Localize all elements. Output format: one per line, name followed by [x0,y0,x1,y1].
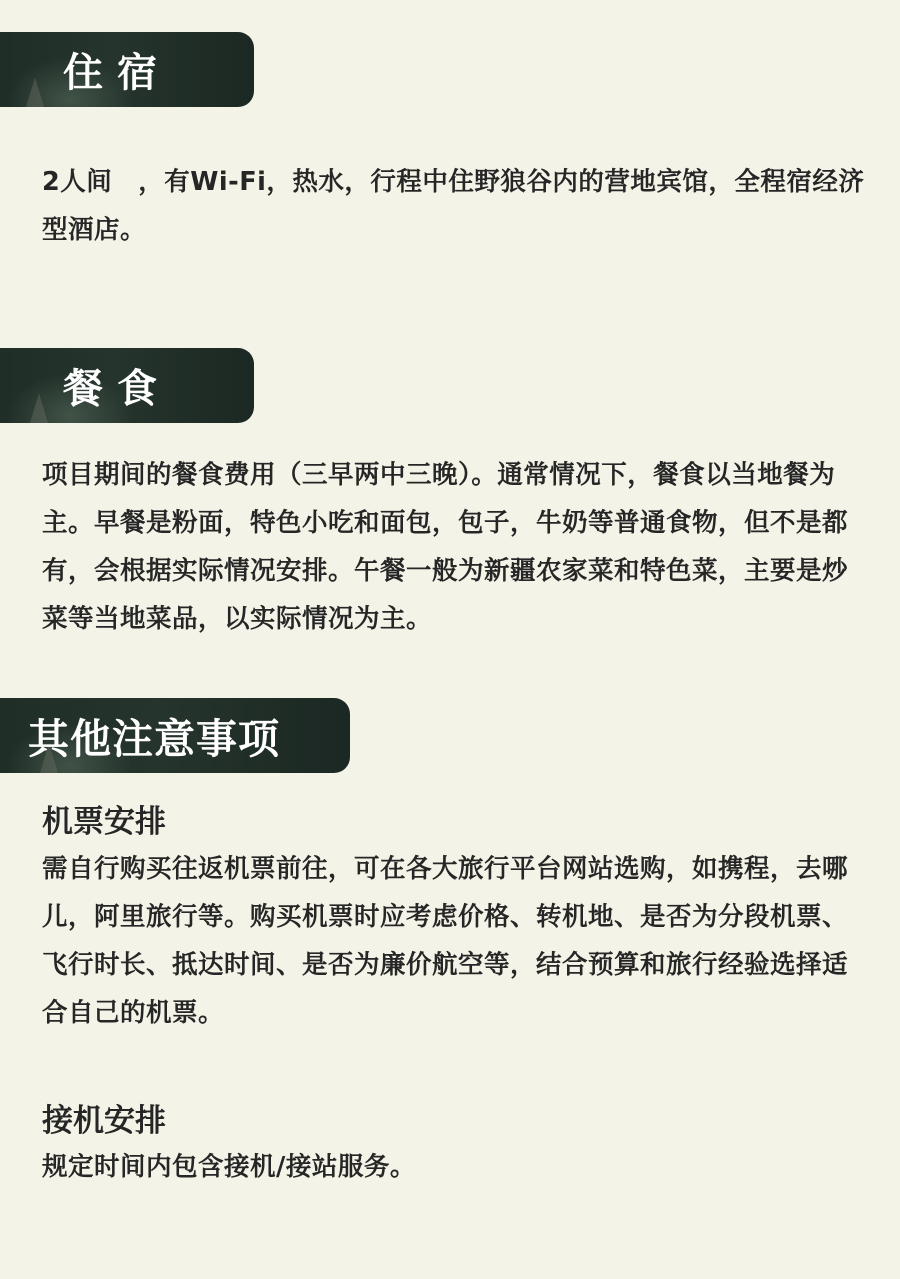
meals-description: 项目期间的餐食费用（三早两中三晚）。通常情况下，餐食以当地餐为主。早餐是粉面，特色小吃和面包，包子，牛奶等普通食物，但不是都有，会根据实际情况安排。午餐一般为新疆农家菜和特色菜，主要是炒菜等当地菜品，以实际情况为主。 [42,460,849,634]
flight-heading: 机票安排 [42,804,166,840]
section-title-meals: 餐食 [63,366,171,412]
pickup-heading: 接机安排 [42,1103,166,1139]
section-tag-lodging [0,32,254,107]
section-title-notes: 其他注意事项 [28,715,280,763]
lodging-description: 2人间 ，有Wi-Fi，热水，行程中住野狼谷内的营地宾馆，全程宿经济型酒店。 [42,167,865,245]
section-title-lodging: 住宿 [63,50,171,96]
flight-description: 需自行购买往返机票前往，可在各大旅行平台网站选购，如携程，去哪儿，阿里旅行等。购买机票时应考虑价格、转机地、是否为分段机票、飞行时长、抵达时间、是否为廉价航空等，结合预算和旅行经验选择适合自己的机票。 [42,854,849,1028]
animal-ear-decoration [30,393,48,423]
section-tag-notes [0,698,350,773]
animal-ear-decoration [26,77,44,107]
section-tag-meals [0,348,254,423]
pickup-description: 规定时间内包含接机/接站服务。 [42,1152,416,1182]
